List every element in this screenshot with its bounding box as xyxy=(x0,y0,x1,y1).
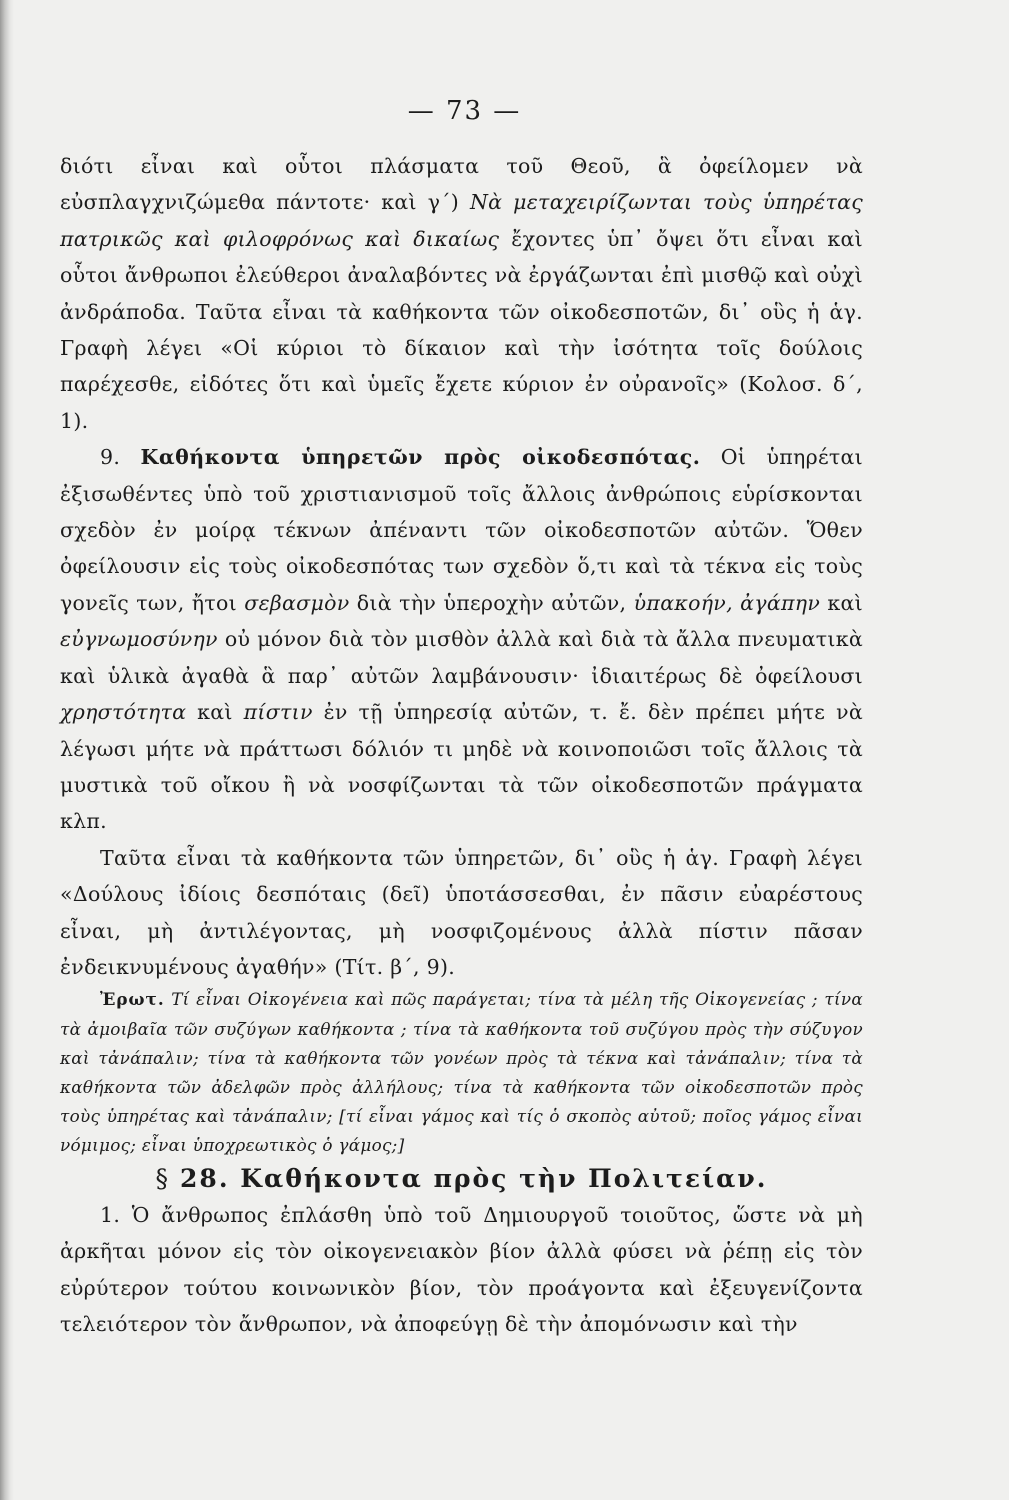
questions-text: Τί εἶναι Οἰκογένεια καὶ πῶς παράγεται; τίνα τὰ μέλη τῆς Οἰκογενείας ; τίνα τὰ ἀμοιβαῖα τῶν συζύγων καθήκοντα ; τίνα τὰ καθήκοντα τοῦ συζύγου πρὸς τὴν σύζυγον καὶ τἀνάπαλιν; τίνα τὰ καθήκοντα τῶν γονέων πρὸς τὰ τέκνα καὶ τἀνάπαλιν; τίνα τὰ καθήκοντα τῶν ἀδελφῶν πρὸς ἀλλήλους; τίνα τὰ καθήκοντα τῶν οἰκοδεσποτῶν πρὸς τοὺς ὑπηρέτας καὶ τἀνάπαλιν; [τί εἶναι γάμος καὶ τίς ὁ σκοπὸς αὐτοῦ; ποῖος γάμος εἶναι νόμιμος; εἶναι ὑποχρεωτικὸς ὁ γάμος;] xyxy=(60,989,863,1156)
questions-label: Ἐρωτ. xyxy=(100,989,165,1010)
page-body xyxy=(60,148,863,1343)
paragraph-servants-scripture: Ταῦτα εἶναι τὰ καθήκοντα τῶν ὑπηρετῶν, δι᾿ οὓς ἡ ἁγ. Γραφὴ λέγει «Δούλους ἰδίοις δεσπόταις (δεῖ) ὑποτάσσεσθαι, ἐν πᾶσιν εὐαρέστους εἶναι, μὴ ἀντιλέγοντας, μὴ νοσφιζομένους ἀλλὰ πίστιν πᾶσαν ἐνδεικνυμένους ἀγαθήν» (Τίτ. β΄, 9). xyxy=(60,845,863,979)
emphasis-text: Νὰ μεταχειρίζωνται τοὺς ὑπηρέτας πατρικῶς καὶ φιλοφρόνως καὶ δικαίως xyxy=(60,190,864,251)
section-symbol: § xyxy=(155,1163,171,1193)
review-questions xyxy=(60,985,863,1160)
section-title: 28. Καθήκοντα πρὸς τὴν Πολιτείαν. xyxy=(180,1163,768,1193)
section-heading xyxy=(60,1161,863,1197)
paragraph-continuation: διότι εἶναι καὶ οὗτοι πλάσματα τοῦ Θεοῦ, ἃ ὀφείλομεν νὰ εὐσπλαγχνιζώμεθα πάντοτε· καὶ γ΄) Νὰ μεταχειρίζωνται τοὺς ὑπηρέτας πατρικῶς καὶ φιλοφρόνως καὶ δικαίως ἔχοντες ὑπ᾿ ὄψει ὅτι εἶναι καὶ οὗτοι ἄνθρωποι ἐλεύθεροι ἀναλαβόντες νὰ ἐργάζωνται ἐπὶ μισθῷ καὶ οὐχὶ ἀνδράποδα. Ταῦτα εἶναι τὰ καθήκοντα τῶν οἰκοδεσποτῶν, δι᾿ οὓς ἡ ἁγ. Γραφὴ λέγει «Οἱ κύριοι τὸ δίκαιον καὶ τὴν ἰσότητα τοῖς δούλοις παρέχεσθε, εἰδότες ὅτι καὶ ὑμεῖς ἔχετε κύριον ἐν οὐρανοῖς» (Κολοσ. δ΄, 1). xyxy=(60,154,864,433)
paragraph-heading: Καθήκοντα ὑπηρετῶν πρὸς οἰκοδεσπότας. xyxy=(140,445,701,470)
page-number: — 73 — xyxy=(407,96,522,126)
page-edge-shadow xyxy=(0,0,14,1500)
paragraph-number: 9. xyxy=(100,445,121,470)
paragraph-section-1: 1. Ὁ ἄνθρωπος ἐπλάσθη ὑπὸ τοῦ Δημιουργοῦ τοιοῦτος, ὥστε νὰ μὴ ἀρκῆται μόνον εἰς τὸν οἰκογενειακὸν βίον ἀλλὰ φύσει νὰ ῥέπῃ εἰς τὸν εὐρύτερον τούτου κοινωνικὸν βίον, τὸν προάγοντα καὶ ἐξευγενίζοντα τελειότερον τὸν ἄνθρωπον, νὰ ἀποφεύγῃ δὲ τὴν ἀπομόνωσιν καὶ τὴν xyxy=(60,1202,863,1337)
paragraph-9: 9. Καθήκοντα ὑπηρετῶν πρὸς οἰκοδεσπότας. Οἱ ὑπηρέται ἐξισωθέντες ὑπὸ τοῦ χριστιανισμοῦ τοῖς ἄλλοις ἀνθρώποις εὑρίσκονται σχεδὸν ἐν μοίρᾳ τέκνων ἀπέναντι τῶν οἰκοδεσποτῶν αὐτῶν. Ὅθεν ὀφείλουσιν εἰς τοὺς οἰκοδεσπότας των σχεδὸν ὅ,τι καὶ τὰ τέκνα εἰς τοὺς γονεῖς των, ἤτοι σεβασμὸν διὰ τὴν ὑπεροχὴν αὐτῶν, ὑπακοήν, ἀγάπην καὶ εὐγνωμοσύνην οὐ μόνον διὰ τὸν μισθὸν ἀλλὰ καὶ διὰ τὰ ἄλλα πνευματικὰ καὶ ὑλικὰ ἀγαθὰ ἃ παρ᾿ αὐτῶν λαμβάνουσιν· ἰδιαιτέρως δὲ ὀφείλουσι χρηστότητα καὶ πίστιν ἐν τῇ ὑπηρεσίᾳ αὐτῶν, τ. ἔ. δὲν πρέπει μήτε νὰ λέγωσι μήτε νὰ πράττωσι δόλιόν τι μηδὲ νὰ κοινοποιῶσι τοῖς ἄλλοις τὰ μυστικὰ τοῦ οἴκου ἢ νὰ νοσφίζωνται τὰ τῶν οἰκοδεσποτῶν πράγματα κλπ. xyxy=(60,445,863,834)
